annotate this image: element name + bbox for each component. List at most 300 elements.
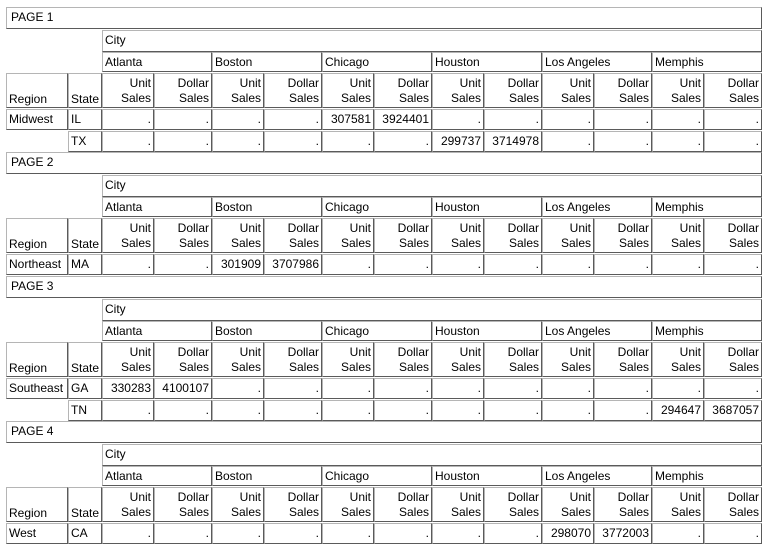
header-line-2: Sales: [178, 505, 209, 519]
header-line-1: Dollar: [287, 221, 319, 235]
empty-value: [704, 523, 762, 544]
empty-value: [322, 400, 374, 421]
unit-sales-header: [542, 342, 594, 377]
header-line-1: Dollar: [287, 345, 319, 359]
empty-value: [594, 400, 652, 421]
header-line-2: Sales: [450, 236, 481, 250]
state-header-label: State: [71, 237, 100, 251]
empty-value-mark: .: [697, 112, 701, 126]
city-name-label: Atlanta: [105, 200, 143, 214]
sales-value-text: 298070: [550, 526, 591, 540]
empty-value-mark: .: [147, 112, 151, 126]
empty-value: [374, 523, 432, 544]
dollar-sales-header: [704, 342, 762, 377]
header-line-1: Dollar: [397, 221, 429, 235]
city-name: [212, 466, 322, 486]
header-line-1: Dollar: [727, 76, 759, 90]
header-line-2: Sales: [230, 236, 261, 250]
page-title: [6, 421, 762, 443]
dollar-sales-header: [594, 342, 652, 377]
dollar-sales-header: [704, 218, 762, 253]
region-cell: [6, 523, 68, 544]
header-line-2: Sales: [288, 236, 319, 250]
dollar-sales-header: [374, 342, 432, 377]
city-name-label: Boston: [215, 55, 253, 69]
city-header: [102, 30, 762, 52]
dollar-sales-header: [154, 487, 212, 522]
empty-value-mark: .: [477, 112, 481, 126]
header-line-2: Sales: [560, 505, 591, 519]
empty-value: [542, 254, 594, 275]
sales-value-text: 294647: [660, 403, 701, 417]
header-line-1: Dollar: [727, 490, 759, 504]
header-line-2: Sales: [670, 505, 701, 519]
dollar-sales-header: [264, 73, 322, 108]
empty-value-mark: .: [425, 526, 429, 540]
empty-value-mark: .: [477, 381, 481, 395]
header-line-1: Dollar: [397, 76, 429, 90]
empty-value-mark: .: [367, 134, 371, 148]
header-line-1: Dollar: [397, 490, 429, 504]
empty-value: [432, 400, 484, 421]
sales-value: [432, 131, 484, 152]
empty-value: [212, 378, 264, 399]
dollar-sales-header: [264, 487, 322, 522]
city-name: [542, 52, 652, 72]
header-line-2: Sales: [288, 360, 319, 374]
state-cell: [68, 523, 102, 544]
header-line-2: Sales: [398, 360, 429, 374]
city-name-label: Chicago: [325, 55, 370, 69]
header-line-2: Sales: [508, 505, 539, 519]
unit-sales-header: [432, 487, 484, 522]
header-line-1: Dollar: [617, 76, 649, 90]
dollar-sales-header: [374, 73, 432, 108]
dollar-sales-header: [154, 218, 212, 253]
empty-value-mark: .: [257, 403, 261, 417]
empty-value-mark: .: [587, 403, 591, 417]
region-header-label: Region: [9, 237, 48, 251]
empty-value-mark: .: [315, 112, 319, 126]
header-line-2: Sales: [728, 236, 759, 250]
header-line-1: Unit: [239, 221, 261, 235]
city-name-label: Chicago: [325, 324, 370, 338]
header-line-1: Unit: [679, 221, 701, 235]
sales-value: [542, 523, 594, 544]
unit-sales-header: [432, 218, 484, 253]
city-name: [652, 197, 762, 217]
empty-value-mark: .: [315, 381, 319, 395]
header-line-2: Sales: [508, 360, 539, 374]
empty-value-mark: .: [205, 257, 209, 271]
state-value: IL: [71, 112, 82, 126]
region-header-label: Region: [9, 92, 48, 106]
header-line-1: Dollar: [177, 221, 209, 235]
city-name: [322, 197, 432, 217]
header-line-2: Sales: [670, 91, 701, 105]
header-line-1: Dollar: [177, 76, 209, 90]
empty-value: [594, 131, 652, 152]
empty-value: [484, 109, 542, 130]
city-name: [102, 197, 212, 217]
empty-value: [264, 400, 322, 421]
header-line-2: Sales: [230, 360, 261, 374]
header-line-2: Sales: [618, 91, 649, 105]
empty-value-mark: .: [697, 257, 701, 271]
city-name: [542, 466, 652, 486]
empty-value-mark: .: [425, 381, 429, 395]
unit-sales-header: [322, 342, 374, 377]
empty-value-mark: .: [315, 526, 319, 540]
header-line-1: Unit: [349, 76, 371, 90]
header-line-1: Unit: [569, 345, 591, 359]
city-name-label: Boston: [215, 469, 253, 483]
empty-value: [542, 109, 594, 130]
empty-value-mark: .: [645, 381, 649, 395]
city-name: [102, 321, 212, 341]
city-header-label: City: [105, 178, 126, 192]
empty-value-mark: .: [477, 403, 481, 417]
empty-value-mark: .: [645, 112, 649, 126]
empty-value-mark: .: [587, 381, 591, 395]
header-line-1: Dollar: [177, 345, 209, 359]
city-name-label: Los Angeles: [545, 55, 611, 69]
header-line-2: Sales: [398, 505, 429, 519]
header-line-2: Sales: [450, 360, 481, 374]
header-line-2: Sales: [728, 505, 759, 519]
page-title-text: PAGE 1: [11, 10, 54, 24]
unit-sales-header: [432, 73, 484, 108]
header-line-1: Unit: [129, 76, 151, 90]
unit-sales-header: [212, 73, 264, 108]
header-line-2: Sales: [670, 236, 701, 250]
empty-value: [432, 378, 484, 399]
header-line-1: Dollar: [397, 345, 429, 359]
empty-value: [542, 131, 594, 152]
empty-value: [652, 131, 704, 152]
empty-value-mark: .: [367, 526, 371, 540]
header-line-2: Sales: [560, 360, 591, 374]
city-name-label: Memphis: [655, 469, 704, 483]
empty-value-mark: .: [147, 403, 151, 417]
city-name: [102, 466, 212, 486]
header-line-2: Sales: [340, 360, 371, 374]
header-line-1: Unit: [569, 221, 591, 235]
city-name: [542, 321, 652, 341]
state-value: CA: [71, 526, 88, 540]
empty-value: [264, 523, 322, 544]
empty-value-mark: .: [257, 112, 261, 126]
sales-value-text: 3714978: [492, 134, 539, 148]
city-name: [652, 52, 762, 72]
city-header-label: City: [105, 33, 126, 47]
empty-value-mark: .: [315, 134, 319, 148]
city-name-label: Boston: [215, 324, 253, 338]
dollar-sales-header: [264, 218, 322, 253]
header-line-2: Sales: [670, 360, 701, 374]
header-line-2: Sales: [288, 505, 319, 519]
empty-value-mark: .: [535, 403, 539, 417]
city-name: [102, 52, 212, 72]
empty-value: [484, 523, 542, 544]
unit-sales-header: [652, 342, 704, 377]
page-title-text: PAGE 3: [11, 279, 54, 293]
unit-sales-header: [102, 218, 154, 253]
city-name-label: Houston: [435, 200, 480, 214]
city-name-label: Chicago: [325, 469, 370, 483]
dollar-sales-header: [154, 73, 212, 108]
empty-value: [322, 523, 374, 544]
city-name: [432, 321, 542, 341]
sales-value-text: 301909: [220, 257, 261, 271]
dollar-sales-header: [594, 73, 652, 108]
header-line-1: Unit: [679, 345, 701, 359]
empty-value: [704, 109, 762, 130]
header-line-2: Sales: [398, 91, 429, 105]
empty-value-mark: .: [205, 403, 209, 417]
empty-value: [594, 109, 652, 130]
state-value: TN: [71, 403, 87, 417]
empty-value: [102, 131, 154, 152]
header-line-2: Sales: [398, 236, 429, 250]
empty-value-mark: .: [147, 257, 151, 271]
unit-sales-header: [212, 487, 264, 522]
empty-value-mark: .: [535, 381, 539, 395]
header-line-2: Sales: [178, 360, 209, 374]
region-cell: [6, 378, 68, 399]
header-line-2: Sales: [340, 91, 371, 105]
empty-value: [102, 523, 154, 544]
unit-sales-header: [102, 73, 154, 108]
unit-sales-header: [212, 342, 264, 377]
state-header: [68, 487, 102, 522]
empty-value: [484, 378, 542, 399]
header-line-1: Unit: [129, 345, 151, 359]
header-line-2: Sales: [618, 236, 649, 250]
sales-value-text: 330283: [110, 381, 151, 395]
empty-value-mark: .: [205, 134, 209, 148]
empty-value: [542, 378, 594, 399]
empty-value-mark: .: [425, 403, 429, 417]
empty-value-mark: .: [147, 526, 151, 540]
header-line-1: Dollar: [177, 490, 209, 504]
header-line-2: Sales: [728, 360, 759, 374]
sales-value-text: 4100107: [162, 381, 209, 395]
state-value: MA: [71, 257, 89, 271]
unit-sales-header: [322, 73, 374, 108]
city-header: [102, 175, 762, 197]
empty-value-mark: .: [367, 403, 371, 417]
empty-value-mark: .: [645, 257, 649, 271]
region-header: [6, 218, 68, 253]
region-cell: [6, 254, 68, 275]
header-line-1: Dollar: [617, 490, 649, 504]
sales-value: [374, 109, 432, 130]
unit-sales-header: [322, 487, 374, 522]
city-name-label: Houston: [435, 55, 480, 69]
empty-value: [594, 254, 652, 275]
header-line-2: Sales: [450, 505, 481, 519]
empty-value-mark: .: [587, 257, 591, 271]
header-line-1: Dollar: [507, 76, 539, 90]
header-line-2: Sales: [728, 91, 759, 105]
dollar-sales-header: [374, 487, 432, 522]
sales-value: [102, 378, 154, 399]
empty-value: [154, 109, 212, 130]
state-cell: [68, 254, 102, 275]
empty-value: [652, 378, 704, 399]
region-cell: [6, 109, 68, 130]
state-header-label: State: [71, 361, 100, 375]
unit-sales-header: [542, 487, 594, 522]
page-title: [6, 7, 762, 29]
header-line-1: Unit: [129, 490, 151, 504]
dollar-sales-header: [704, 487, 762, 522]
empty-value: [102, 400, 154, 421]
dollar-sales-header: [594, 487, 652, 522]
sales-value: [484, 131, 542, 152]
region-value: Northeast: [9, 257, 62, 271]
dollar-sales-header: [154, 342, 212, 377]
dollar-sales-header: [264, 342, 322, 377]
header-line-2: Sales: [230, 505, 261, 519]
unit-sales-header: [432, 342, 484, 377]
region-header: [6, 487, 68, 522]
dollar-sales-header: [704, 73, 762, 108]
empty-value-mark: .: [367, 257, 371, 271]
empty-value-mark: .: [535, 526, 539, 540]
empty-value-mark: .: [755, 257, 759, 271]
city-name-label: Atlanta: [105, 324, 143, 338]
city-name-label: Memphis: [655, 200, 704, 214]
city-name: [542, 197, 652, 217]
header-line-2: Sales: [560, 236, 591, 250]
empty-value: [102, 254, 154, 275]
empty-value: [264, 131, 322, 152]
empty-value-mark: .: [755, 134, 759, 148]
unit-sales-header: [652, 73, 704, 108]
header-line-1: Unit: [129, 221, 151, 235]
empty-value: [102, 109, 154, 130]
state-header: [68, 218, 102, 253]
state-cell: [68, 131, 102, 152]
dollar-sales-header: [374, 218, 432, 253]
empty-value: [154, 131, 212, 152]
header-line-1: Dollar: [727, 345, 759, 359]
sales-value: [594, 523, 652, 544]
empty-value-mark: .: [755, 526, 759, 540]
empty-value-mark: .: [477, 526, 481, 540]
empty-value-mark: .: [205, 112, 209, 126]
empty-value-mark: .: [147, 134, 151, 148]
empty-value-mark: .: [425, 257, 429, 271]
city-name-label: Memphis: [655, 324, 704, 338]
empty-value: [322, 254, 374, 275]
empty-value: [374, 378, 432, 399]
header-line-1: Unit: [459, 76, 481, 90]
city-header-label: City: [105, 447, 126, 461]
city-header: [102, 444, 762, 466]
city-name: [652, 466, 762, 486]
header-line-1: Unit: [349, 345, 371, 359]
header-line-1: Dollar: [727, 221, 759, 235]
header-line-2: Sales: [120, 360, 151, 374]
city-header: [102, 299, 762, 321]
empty-value-mark: .: [755, 112, 759, 126]
header-line-1: Dollar: [507, 490, 539, 504]
empty-value: [212, 131, 264, 152]
header-line-1: Dollar: [617, 221, 649, 235]
header-line-1: Unit: [239, 345, 261, 359]
page-title-text: PAGE 4: [11, 424, 54, 438]
region-value: Midwest: [9, 112, 54, 126]
city-name: [652, 321, 762, 341]
header-line-1: Unit: [349, 221, 371, 235]
empty-value-mark: .: [587, 134, 591, 148]
empty-value: [374, 254, 432, 275]
city-name: [432, 197, 542, 217]
unit-sales-header: [542, 73, 594, 108]
empty-value: [212, 400, 264, 421]
city-name: [212, 321, 322, 341]
sales-value-text: 3924401: [382, 112, 429, 126]
dollar-sales-header: [484, 218, 542, 253]
empty-value: [484, 254, 542, 275]
empty-value: [212, 523, 264, 544]
sales-value: [322, 109, 374, 130]
header-line-1: Unit: [679, 76, 701, 90]
page-title: [6, 152, 762, 174]
sales-value: [154, 378, 212, 399]
state-cell: [68, 109, 102, 130]
header-line-2: Sales: [618, 505, 649, 519]
region-value: Southeast: [9, 381, 64, 395]
unit-sales-header: [542, 218, 594, 253]
city-name-label: Los Angeles: [545, 200, 611, 214]
empty-value: [484, 400, 542, 421]
state-value: GA: [71, 381, 89, 395]
region-header: [6, 73, 68, 108]
empty-value: [594, 378, 652, 399]
header-line-1: Unit: [459, 221, 481, 235]
empty-value: [154, 254, 212, 275]
header-line-1: Dollar: [617, 345, 649, 359]
empty-value: [322, 378, 374, 399]
city-name-label: Atlanta: [105, 469, 143, 483]
empty-value-mark: .: [315, 403, 319, 417]
sales-value-text: 3707986: [272, 257, 319, 271]
unit-sales-header: [102, 487, 154, 522]
sales-value: [704, 400, 762, 421]
sales-value-text: 3687057: [712, 403, 759, 417]
empty-value: [374, 400, 432, 421]
empty-value: [704, 131, 762, 152]
empty-value: [264, 109, 322, 130]
city-name-label: Los Angeles: [545, 469, 611, 483]
empty-value-mark: .: [697, 381, 701, 395]
header-line-1: Unit: [569, 76, 591, 90]
header-line-2: Sales: [120, 236, 151, 250]
empty-value: [264, 378, 322, 399]
city-name: [322, 466, 432, 486]
empty-value-mark: .: [755, 381, 759, 395]
unit-sales-header: [652, 487, 704, 522]
empty-value: [212, 109, 264, 130]
header-line-2: Sales: [178, 91, 209, 105]
header-line-2: Sales: [340, 505, 371, 519]
page-title-text: PAGE 2: [11, 155, 54, 169]
city-name: [432, 466, 542, 486]
